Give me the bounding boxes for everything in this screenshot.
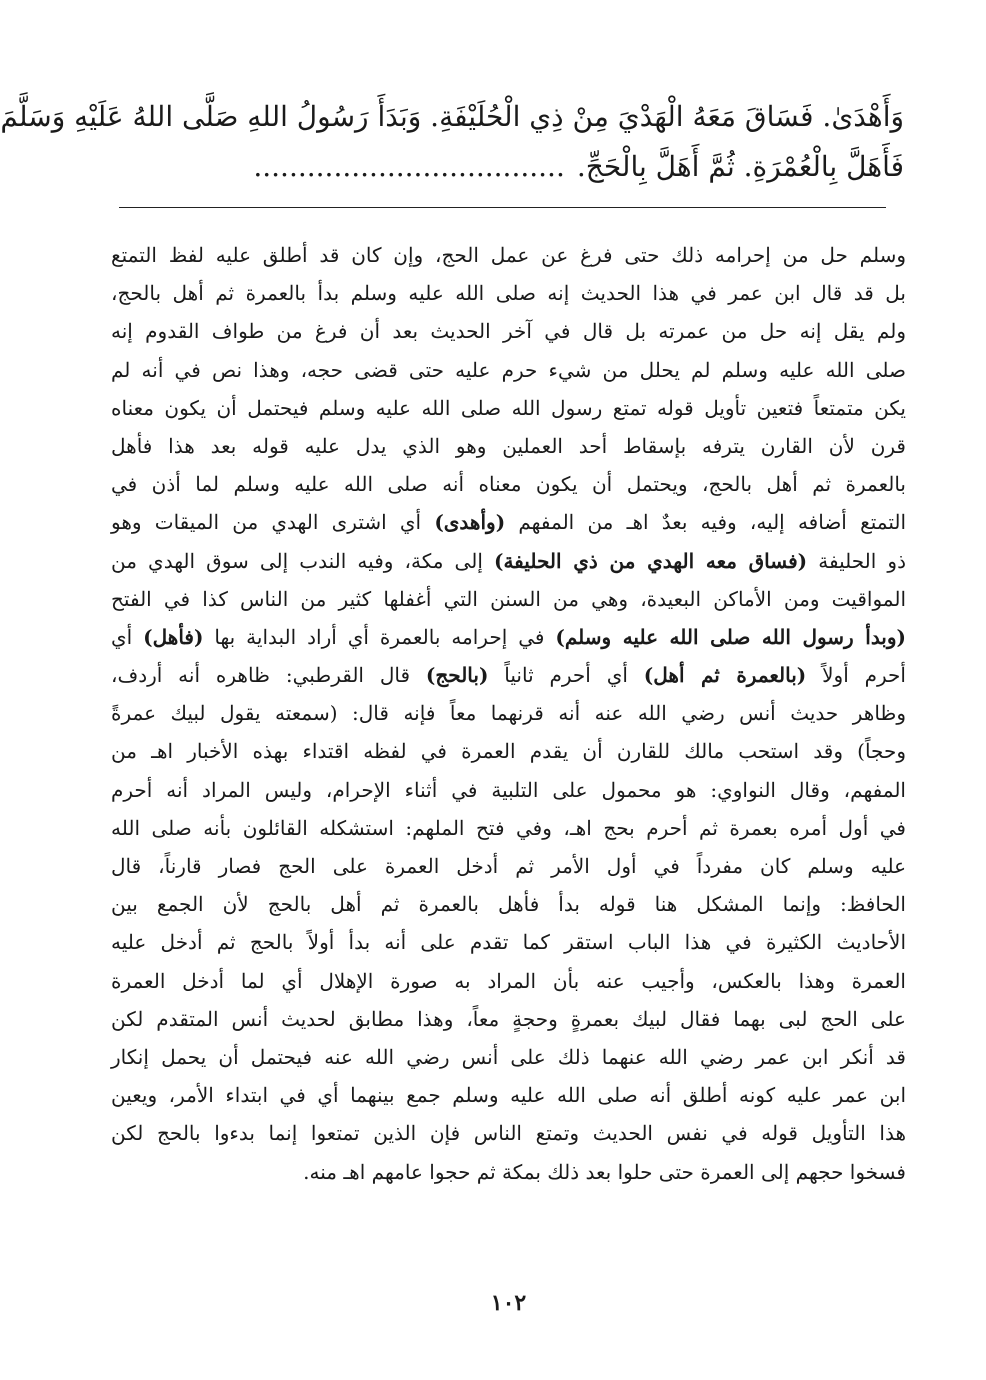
matn-quote: (فساق معه الهدي من ذي الحليفة) — [493, 548, 808, 573]
commentary-segment: العمرة وهذا بالعكس، وأجيب عنه بأن المراد به صورة الإهلال أي لما أدخل العمرة — [111, 968, 906, 993]
commentary-line — [111, 694, 906, 732]
commentary-segment: المواقيت ومن الأماكن البعيدة، وهي من السنن التي أغفلها كثير من الناس كذا في الفتح — [111, 586, 906, 611]
commentary-segment: وسلم حل من إحرامه ذلك حتى فرغ عن عمل الحج، وإن كان قد أطلق عليه لفظ التمتع — [111, 243, 906, 267]
commentary-line — [111, 962, 906, 1000]
commentary-line — [111, 1000, 906, 1038]
commentary-segment: على الحج لبى بهما فقال لبيك بعمرةٍ وحجةٍ معاً، وهذا مطابق لحديث أنس المتقدم لكن — [111, 1006, 906, 1031]
commentary-line — [111, 1153, 906, 1191]
matn-quote: (وبدأ رسول الله صلى الله عليه وسلم) — [555, 624, 906, 649]
commentary-segment: وظاهر حديث أنس رضي الله عنه أنه قرنهما معاً فإنه قال: (سمعته يقول لبيك عمرةً — [111, 701, 906, 726]
commentary-segment: ولم يقل إنه حل من عمرته بل قال في آخر الحديث بعد أن فرغ من طواف القدوم إنه — [111, 319, 906, 344]
commentary-line — [111, 580, 906, 618]
matn-quote: (فأهل) — [143, 624, 204, 649]
commentary-segment: في أول أمره بعمرة ثم أحرم بحج اهـ، وفي فتح الملهم: استشكله القائلون بأنه صلى الله — [111, 815, 906, 840]
commentary-segment: إلى مكة، وفيه الندب إلى سوق الهدي من — [111, 548, 494, 573]
commentary-line — [111, 847, 906, 885]
commentary-line — [111, 885, 906, 923]
commentary-line — [111, 427, 906, 465]
commentary-segment: بالعمرة ثم أهل بالحج، ويحتمل أن يكون معناه أنه صلى الله عليه وسلم لما أذن في — [111, 472, 906, 497]
commentary-segment: الحافظ: وإنما المشكل هنا قوله بدأ فأهل بالعمرة ثم أهل بالحج لأن الجمع بين — [111, 892, 906, 917]
hadith-ellipsis: ................................... — [253, 150, 565, 183]
commentary-line — [111, 312, 906, 350]
hadith-line-text: فَأَهَلَّ بِالْعُمْرَةِ. ثُمَّ أَهَلَّ بِالْحَجِّ. — [576, 150, 904, 183]
hadith-line: وَأَهْدَىٰ. فَسَاقَ مَعَهُ الْهَدْيَ مِنْ ذِي الْحُلَيْفَةِ. وَبَدَأَ رَسُولُ اللهِ صَلَّى اللهُ عَلَيْهِ وَسَلَّمَ — [0, 100, 904, 133]
commentary-segment: أحرم أولاً — [806, 663, 906, 688]
commentary-segment: أي — [111, 624, 144, 649]
commentary-segment: في إحرامه بالعمرة أي أراد البداية بها — [203, 624, 556, 649]
section-divider — [119, 207, 886, 208]
commentary-segment: وحجاً) وقد استحب مالك للقارن أن يقدم العمرة في لفظه اقتداء بهذه الأخبار اهـ من — [111, 739, 906, 764]
commentary-line — [111, 503, 906, 541]
commentary-line — [111, 465, 906, 503]
commentary-segment: قال القرطبي: ظاهره أنه أردف، — [111, 663, 426, 688]
hadith-line — [111, 142, 904, 192]
commentary-line — [111, 923, 906, 961]
page-number: ١٠٢ — [490, 1290, 527, 1316]
commentary-line — [111, 732, 906, 770]
commentary-line — [111, 236, 906, 274]
commentary-line — [111, 1076, 906, 1114]
commentary-line — [111, 351, 906, 389]
commentary-segment: الأحاديث الكثيرة في هذا الباب استقر كما تقدم على أنه بدأ أولاً بالحج ثم أدخل عليه — [111, 930, 906, 955]
commentary-segment: أي أحرم ثانياً — [488, 663, 644, 688]
hadith-text — [0, 92, 904, 192]
commentary-line — [111, 809, 906, 847]
commentary-segment: فسخوا حجهم إلى العمرة حتى حلوا بعد ذلك بمكة ثم حجوا عامهم اهـ منه. — [303, 1159, 906, 1184]
commentary-text — [111, 236, 906, 1191]
commentary-segment: ابن عمر عليه كونه أطلق أنه صلى الله عليه وسلم جمع بينهما أي في ابتداء الأمر، ويعين — [111, 1083, 906, 1108]
commentary-segment: قد أنكر ابن عمر رضي الله عنهما ذلك على أنس رضي الله عنه فيحتمل أن يحمل إنكار — [111, 1044, 906, 1069]
commentary-segment: التمتع أضافه إليه، وفيه بعدٌ اهـ من المفهم — [505, 510, 907, 535]
commentary-line — [111, 618, 906, 656]
matn-quote: (وأهدى) — [434, 510, 506, 535]
commentary-line — [111, 274, 906, 312]
commentary-line — [111, 1114, 906, 1152]
commentary-segment: هذا التأويل قوله في نفس الحديث وتمتع الناس فإن الذين تمتعوا إنما بدءوا بالحج لكن — [111, 1121, 906, 1146]
commentary-segment: صلى الله عليه وسلم لم يحلل من شيء حرم عليه حتى قضى حجه، وهذا نص في أنه لم — [111, 357, 906, 382]
matn-quote: (بالحج) — [425, 663, 489, 688]
commentary-line — [111, 771, 906, 809]
commentary-segment: بل قد قال ابن عمر في هذا الحديث إنه صلى الله عليه وسلم بدأ بالعمرة ثم أهل بالحج، — [111, 281, 906, 306]
commentary-segment: ذو الحليفة — [807, 548, 906, 573]
commentary-segment: عليه وسلم كان مفرداً في أول الأمر ثم أدخل العمرة على الحج فصار قارناً، قال — [111, 854, 906, 878]
commentary-segment: أي اشترى الهدي من الميقات وهو — [111, 510, 435, 535]
commentary-line — [111, 656, 906, 694]
commentary-segment: يكن متمتعاً فتعين تأويل قوله تمتع رسول الله صلى الله عليه وسلم فيحتمل أن يكون معناه — [111, 395, 906, 420]
commentary-segment: قرن لأن القارن يترفه بإسقاط أحد العملين وهو الذي يدل عليه قوله بعد هذا فأهل — [111, 433, 906, 458]
matn-quote: (بالعمرة ثم أهل) — [643, 663, 807, 688]
commentary-line — [111, 389, 906, 427]
commentary-line — [111, 1038, 906, 1076]
commentary-segment: المفهم، وقال النواوي: هو محمول على التلبية في أثناء الإحرام، وليس المراد أنه أحرم — [111, 777, 906, 802]
commentary-line — [111, 542, 906, 580]
